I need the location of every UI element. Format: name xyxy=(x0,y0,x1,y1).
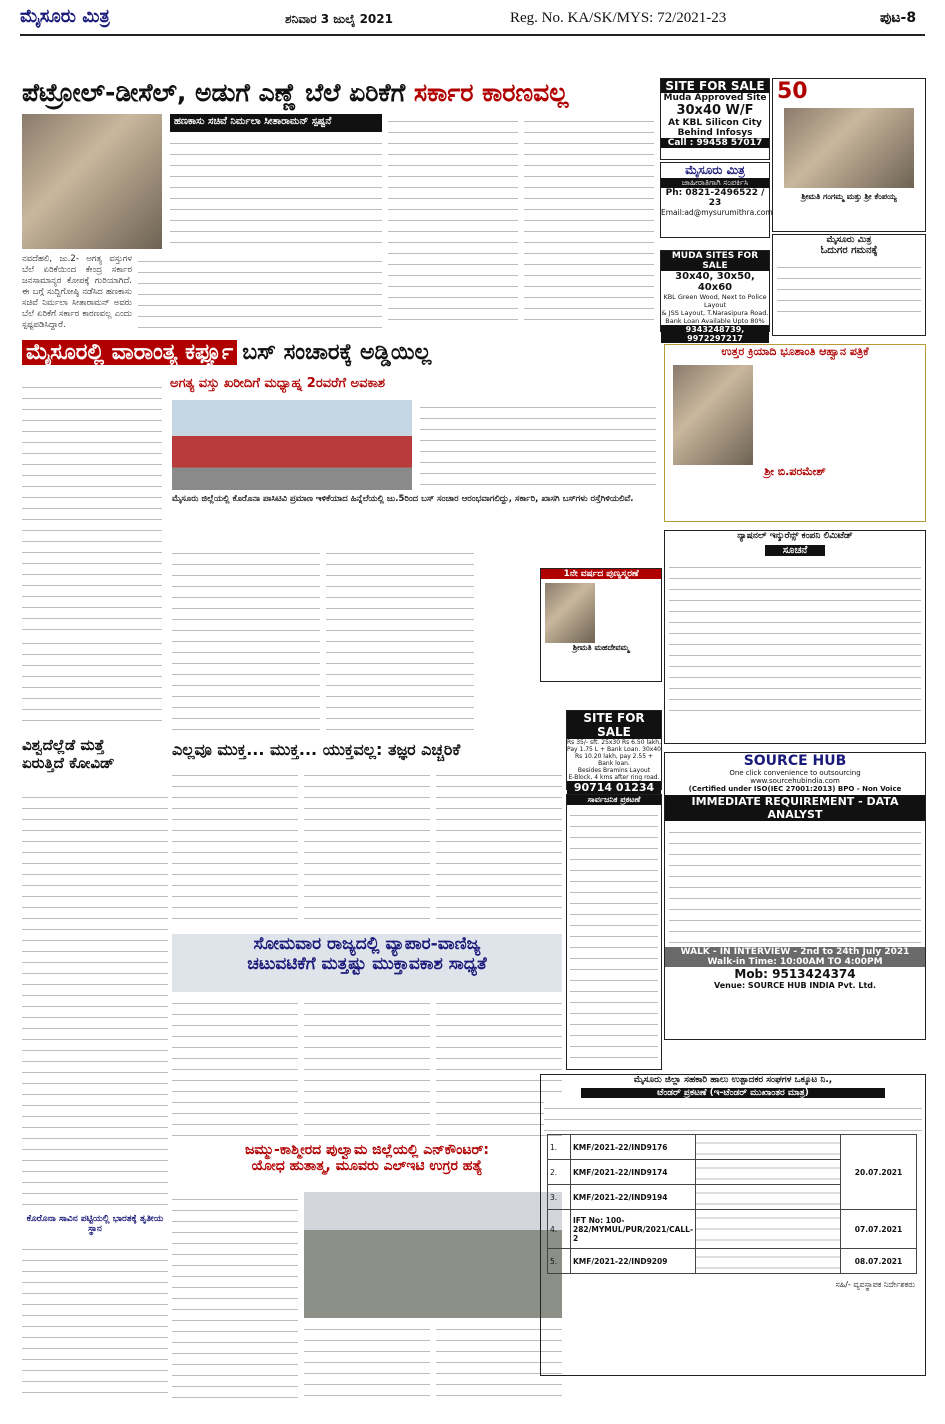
memorial-ad xyxy=(540,568,662,682)
masthead: ಮೈಸೂರು ಮಿತ್ರ xyxy=(20,6,110,27)
page-header xyxy=(20,6,925,36)
source-hub-phone: Mob: 9513424374 xyxy=(734,967,856,981)
anniversary-badge: 50 xyxy=(777,79,808,104)
story2-body-col2 xyxy=(172,546,320,730)
memorial-photo xyxy=(545,583,595,643)
source-hub-walk: WALK - IN INTERVIEW - 2nd to 24th July 2021 xyxy=(665,947,925,957)
tender-row-desc xyxy=(696,1249,841,1274)
tender-date-1: 20.07.2021 xyxy=(841,1135,917,1210)
site-sale2-phone: 90714 01234 xyxy=(567,781,661,794)
story5-headline xyxy=(172,934,562,992)
story1-body-top xyxy=(170,136,382,252)
site-sale2-ad xyxy=(566,710,662,794)
tender-date-3: 08.07.2021 xyxy=(841,1249,917,1274)
story3-sub: ಕೊರೊನಾ ಸಾವಿನ ಪಟ್ಟಿಯಲ್ಲಿ ಭಾರತಕ್ಕೆ ತೃತೀಯ ಸ್ಥಾನ xyxy=(26,1214,164,1234)
story2-body-left xyxy=(22,380,162,630)
obituary-photo xyxy=(673,365,753,465)
site-sale-call: Call : 99458 57017 xyxy=(661,138,769,148)
public-notice-title: ಸಾರ್ವಜನಿಕ ಪ್ರಕಟಣೆ xyxy=(567,795,661,805)
anniversary-ad xyxy=(772,78,926,232)
muda-line4: Bank Loan Available Upto 80% xyxy=(665,317,765,325)
tender-row-id: KMF/2021-22/IND9176 xyxy=(571,1135,696,1160)
tender-date-2: 07.07.2021 xyxy=(841,1210,917,1249)
story2-headline-a: ಮೈಸೂರಲ್ಲಿ ವಾರಾಂತ್ಯ ಕರ್ಫ್ಯೂ xyxy=(22,340,237,365)
tender-row-no: 4. xyxy=(548,1210,571,1249)
source-hub-cert: (Certified under ISO(IEC 27001:2013) BPO - Non Voice xyxy=(688,785,902,793)
readers-notice xyxy=(772,234,926,336)
story2-headline xyxy=(22,340,658,372)
obituary-title: ಉತ್ತರ ಕ್ರಿಯಾದಿ ಭೂಶಾಂತಿ ಆಹ್ವಾನ ಪತ್ರಿಕೆ xyxy=(721,345,869,358)
memorial-title: 1ನೇ ವರ್ಷದ ಪುಣ್ಯಸ್ಮರಣೆ xyxy=(541,569,661,579)
story1-headline-b: ಸರ್ಕಾರ ಕಾರಣವಲ್ಲ xyxy=(413,78,569,107)
tender-row-no: 3. xyxy=(548,1185,571,1210)
obituary-name: ಶ್ರೀ ಬಿ.ಪರಮೇಶ್ xyxy=(764,465,826,478)
table-row xyxy=(548,1135,917,1160)
story6-headline-b: ಯೋಧ ಹುತಾತ್ಮ, ಮೂವರು ಎಲ್‌ಇಟಿ ಉಗ್ರರ ಹತ್ಯೆ xyxy=(251,1158,483,1174)
bus-photo xyxy=(172,400,412,490)
insurance-notice: ಸೂಚನೆ xyxy=(765,545,825,556)
site-sale-line1: Muda Approved Site xyxy=(663,93,767,103)
tender-row-id: KMF/2021-22/IND9174 xyxy=(571,1160,696,1185)
muda-sites-ad xyxy=(660,250,770,343)
insurance-body xyxy=(669,560,921,720)
muda-line3: & JSS Layout, T.Narasipura Road. xyxy=(661,309,769,317)
tender-ad xyxy=(540,1074,926,1376)
story4-body-1 xyxy=(172,768,298,928)
tender-notice: ಟೆಂಡರ್ ಪ್ರಕಟಣೆ (ಇ-ಟೆಂಡರ್ ಮುಖಾಂತರ ಮಾತ್ರ) xyxy=(581,1088,885,1098)
site-sale2-title: SITE FOR SALE xyxy=(567,711,661,739)
site-sale2-line2: Pay 1.75 L + Bank Loan. 30x40 xyxy=(567,746,661,753)
site-sale-title: SITE FOR SALE xyxy=(661,79,769,93)
story6-body-2 xyxy=(304,1322,430,1402)
source-hub-title: IMMEDIATE REQUIREMENT - DATA ANALYST xyxy=(665,795,925,821)
story4-body-2 xyxy=(304,768,430,928)
site-sale2-line4: Besides Bramins Layout xyxy=(577,767,651,774)
public-notice-body xyxy=(570,808,658,1063)
army-photo xyxy=(304,1192,562,1318)
tender-intro xyxy=(544,1101,922,1131)
story1-headline-a: ಪೆಟ್ರೋಲ್-ಡೀಸೆಲ್, ಅಡುಗೆ ಎಣ್ಣೆ ಬೆಲೆ ಏರಿಕೆಗೆ xyxy=(22,78,414,107)
story1-lead: ನವದೆಹಲಿ, ಜು.2- ಅಗತ್ಯ ವಸ್ತುಗಳ ಬೆಲೆ ಏರಿಕೆಯಿಂದ ಕೇಂದ್ರ ಸರ್ಕಾರ ಜನಸಾಮಾನ್ಯರ ಕೋಪಕ್ಕೆ ಗುರಿಯಾಗಿದೆ. ಈ ಬಗ್ಗೆ ಸುದ್ದಿಗೋಷ್ಠಿ ನಡೆಸಿದ ಹಣಕಾಸು ಸಚಿವೆ ನಿರ್ಮಲಾ ಸೀತಾರಾಮನ್ ಅವರು ಬೆಲೆ ಏರಿಕೆಗೆ ಸರ್ಕಾರ ಕಾರಣವಲ್ಲ ಎಂದು ಸ್ಪಷ್ಟಪಡಿಸಿದ್ದಾರೆ. xyxy=(22,254,132,330)
story5-headline-a: ಸೋಮವಾರ ರಾಜ್ಯದಲ್ಲಿ ವ್ಯಾಪಾರ-ವಾಣಿಜ್ಯ xyxy=(253,934,481,954)
mitra-ad-name: ಮೈಸೂರು ಮಿತ್ರ xyxy=(685,163,745,177)
table-row xyxy=(548,1210,917,1249)
source-hub-venue: Venue: SOURCE HUB INDIA Pvt. Ltd. xyxy=(713,981,877,990)
public-notice-ad xyxy=(566,794,662,1070)
notice-body xyxy=(777,260,921,320)
source-hub-logo: SOURCE HUB xyxy=(743,753,847,769)
tender-row-id: IFT No: 100-282/MYMUL/PUR/2021/CALL-2 xyxy=(571,1210,696,1249)
site-sale-line2: 30x40 W/F xyxy=(676,103,754,118)
source-hub-web: www.sourcehubindia.com xyxy=(750,777,840,785)
tender-footer: ಸಹಿ/- ವ್ಯವಸ್ಥಾಪಕ ನಿರ್ದೇಶಕರು xyxy=(835,1280,915,1289)
insurance-ad xyxy=(664,530,926,744)
memorial-name: ಶ್ರೀಮತಿ ಮಹದೇವಮ್ಮ xyxy=(572,643,630,652)
tender-row-id: KMF/2021-22/IND9194 xyxy=(571,1185,696,1210)
tender-row-desc xyxy=(696,1210,841,1249)
mitra-ad-email: Email:ad@mysurumithra.com xyxy=(661,208,773,217)
story3-headline xyxy=(22,736,168,786)
story6-headline xyxy=(172,1142,562,1188)
obituary-ad xyxy=(664,344,926,522)
story5-body-1 xyxy=(172,996,298,1136)
tender-row-no: 5. xyxy=(548,1249,571,1274)
notice-sub: ಓದುಗರ ಗಮನಕ್ಕೆ xyxy=(820,245,878,256)
story2-body-col3 xyxy=(326,546,474,730)
tender-row-no: 1. xyxy=(548,1135,571,1160)
source-hub-time: Walk-in Time: 10:00AM TO 4:00PM xyxy=(665,957,925,967)
tender-title: ಮೈಸೂರು ಜಿಲ್ಲಾ ಸಹಕಾರಿ ಹಾಲು ಉತ್ಪಾದಕರ ಸಂಘಗಳ ಒಕ್ಕೂಟ ನಿ., xyxy=(633,1075,833,1085)
story2-headline-b: ಬಸ್ ಸಂಚಾರಕ್ಕೆ ಅಡ್ಡಿಯಿಲ್ಲ xyxy=(242,340,432,365)
source-hub-tag: One click convenience to outsourcing xyxy=(729,769,861,777)
story4-headline: ಎಲ್ಲವೂ ಮುಕ್ತ... ಮುಕ್ತ... ಯುಕ್ತವಲ್ಲ: ತಜ್ಞರ ಎಚ್ಚರಿಕೆ xyxy=(172,740,461,759)
story3-body xyxy=(22,790,168,1210)
mitra-ad-sub: ಜಾಹೀರಾತಿಗಾಗಿ ಸಂಪರ್ಕಿಸಿ xyxy=(661,178,769,188)
story1-body-mid xyxy=(388,114,518,328)
site-sale2-line3: Rs 10.20 lakh, pay 2.55 + Bank loan. xyxy=(575,753,653,767)
tender-table xyxy=(547,1134,917,1274)
site-sale-ad xyxy=(660,78,770,160)
story3-headline-a: ವಿಶ್ವದೆಲ್ಲೆಡೆ ಮತ್ತೆ xyxy=(22,736,105,754)
muda-line2: KBL Green Wood, Next to Police Layout xyxy=(663,293,767,309)
story2-body-right-top xyxy=(420,400,656,490)
muda-phone: 9343248739, 9972297217 xyxy=(661,325,769,343)
story1-body-right xyxy=(524,114,654,328)
issue-date: ಶನಿವಾರ 3 ಜುಲೈ 2021 xyxy=(285,12,393,26)
story2-body-left2 xyxy=(22,636,162,730)
story6-headline-a: ಜಮ್ಮು-ಕಾಶ್ಮೀರದ ಪುಲ್ವಾಮ ಜಿಲ್ಲೆಯಲ್ಲಿ ಎನ್‌ಕೌಂಟರ್: xyxy=(244,1142,490,1158)
notice-title: ಮೈಸೂರು ಮಿತ್ರ xyxy=(826,235,872,245)
story6-body-1 xyxy=(172,1192,298,1402)
anniversary-names: ಶ್ರೀಮತಿ ಗಂಗಮ್ಮ ಮತ್ತು ಶ್ರೀ ಕೆಂಪಯ್ಯ xyxy=(801,192,897,201)
story3-headline-b: ಏರುತ್ತಿದೆ ಕೋವಿಡ್ xyxy=(22,754,115,772)
site-sale2-line5: E-Block, 4 kms after ring road. xyxy=(568,774,660,781)
bus-photo-caption: ಮೈಸೂರು ಜಿಲ್ಲೆಯಲ್ಲಿ ಕೊರೊನಾ ಪಾಸಿಟಿವಿ ಪ್ರಮಾಣ ಇಳಿಕೆಯಾದ ಹಿನ್ನೆಲೆಯಲ್ಲಿ ಜು.5ರಿಂದ ಬಸ್ ಸಂಚಾರ ಆರಂಭವಾಗಲಿದ್ದು, ಸರ್ಕಾರಿ, ಖಾಸಗಿ ಬಸ್‌ಗಳು ರಸ್ತೆಗಿಳಿಯಲಿವೆ. xyxy=(172,494,634,504)
story5-body-2 xyxy=(304,996,430,1136)
page-number: ಪುಟ-8 xyxy=(880,10,917,26)
story1-body-left xyxy=(138,254,382,328)
site-sale-line3: At KBL Silicon City xyxy=(668,118,762,128)
tender-row-desc xyxy=(696,1185,841,1210)
table-row xyxy=(548,1249,917,1274)
story4-body-3 xyxy=(436,768,562,928)
tender-row-no: 2. xyxy=(548,1160,571,1185)
tender-row-id: KMF/2021-22/IND9209 xyxy=(571,1249,696,1274)
story5-headline-b: ಚಟುವಟಿಕೆಗೆ ಮತ್ತಷ್ಟು ಮುಕ್ತಾವಕಾಶ ಸಾಧ್ಯತೆ xyxy=(247,954,487,974)
tender-row-desc xyxy=(696,1135,841,1160)
site-sale-line4: Behind Infosys xyxy=(677,128,753,138)
muda-line1: 30x40, 30x50, 40x60 xyxy=(675,271,755,293)
source-hub-list xyxy=(669,825,921,943)
story3-body2 xyxy=(22,1242,168,1402)
minister-photo xyxy=(22,114,162,249)
registration-number: Reg. No. KA/SK/MYS: 72/2021-23 xyxy=(510,10,727,26)
tender-row-desc xyxy=(696,1160,841,1185)
story1-kicker: ಹಣಕಾಸು ಸಚಿವೆ ನಿರ್ಮಲಾ ಸೀತಾರಾಮನ್ ಸ್ಪಷ್ಟನೆ xyxy=(170,114,382,132)
insurance-title: ನ್ಯಾಷನಲ್ ಇನ್ಶುರೆನ್ಸ್ ಕಂಪನಿ ಲಿಮಿಟೆಡ್ xyxy=(737,531,853,541)
story2-kicker: ಅಗತ್ಯ ವಸ್ತು ಖರೀದಿಗೆ ಮಧ್ಯಾಹ್ನ 2ರವರೆಗೆ ಅವಕಾಶ xyxy=(170,376,386,391)
mitra-ad xyxy=(660,162,773,238)
source-hub-ad xyxy=(664,752,926,1040)
mitra-ad-phone: Ph: 0821-2496522 / 23 xyxy=(665,188,765,208)
site-sale2-line1: Rs 35/- sft. 25x30 Rs 6.50 lakh, xyxy=(567,739,661,746)
couple-photo xyxy=(784,108,914,188)
muda-title: MUDA SITES FOR SALE xyxy=(661,251,769,271)
